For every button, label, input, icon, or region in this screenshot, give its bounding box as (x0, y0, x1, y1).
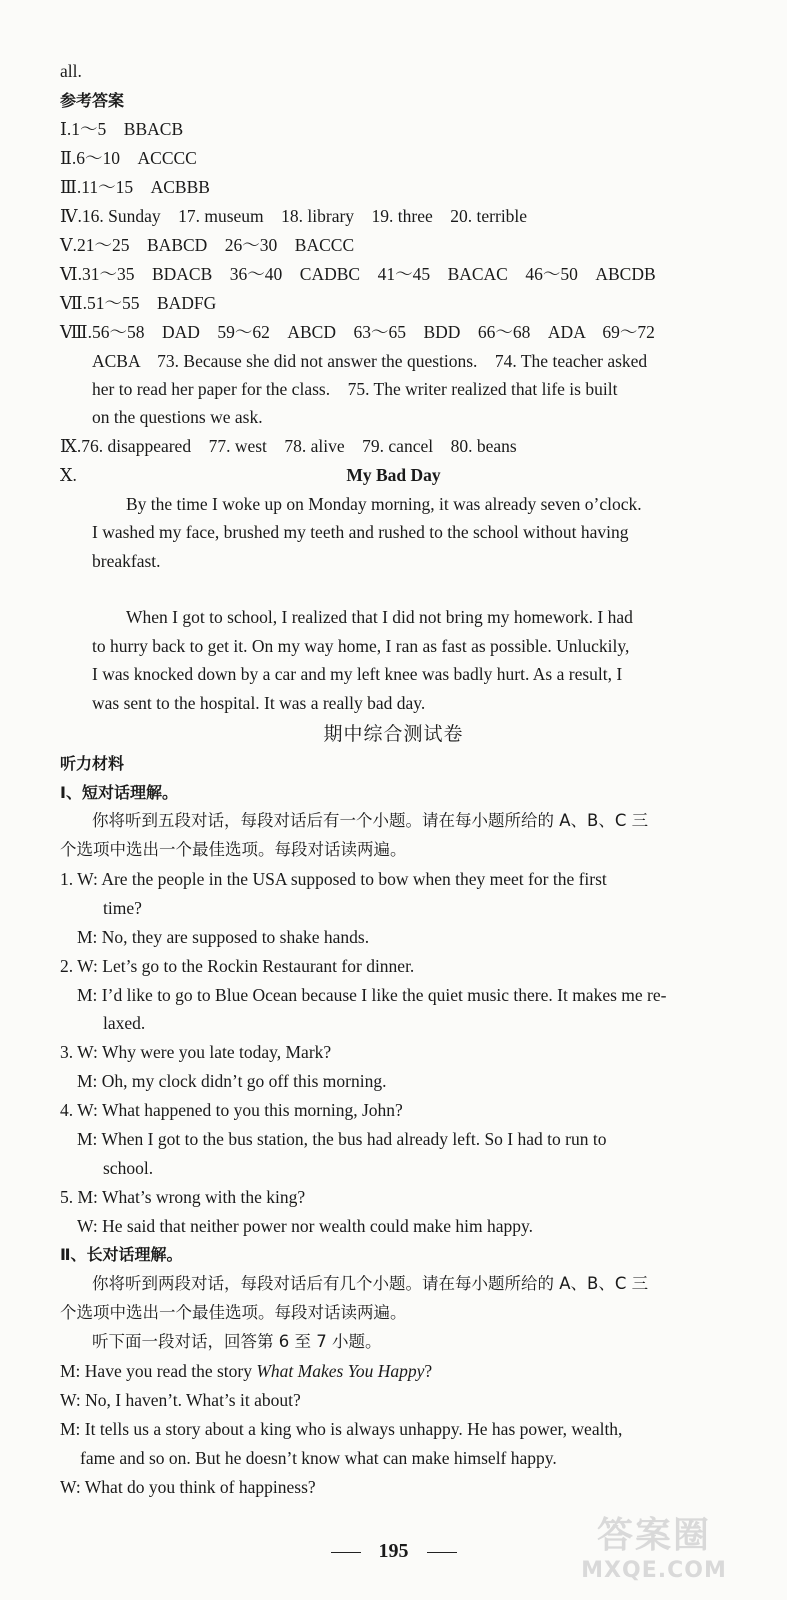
dialogue-line: M: I’d like to go to Blue Ocean because I like the quiet music there. It makes me re- (77, 985, 667, 1005)
essay-line: breakfast. (92, 551, 161, 571)
section-heading: 参考答案 (60, 91, 125, 110)
dialogue-line: 5. M: What’s wrong with the king? (60, 1187, 306, 1207)
watermark-logo-text: 答案圈 (596, 1515, 711, 1556)
answer-line: her to read her paper for the class. 75. The writer realized that life is built (92, 379, 618, 399)
answer-line: ACBA 73. Because she did not answer the questions. 74. The teacher asked (92, 351, 648, 371)
answer-line: on the questions we ask. (92, 407, 263, 427)
dialogue-line (60, 1360, 432, 1382)
answer-line: Ⅶ.51～55 BADFG (60, 293, 217, 313)
essay-line: I was knocked down by a car and my left knee was badly hurt. As a result, I (92, 664, 623, 684)
answer-line: Ⅱ.6～10 ACCCC (60, 148, 197, 168)
dialogue-line: M: No, they are supposed to shake hands. (77, 927, 370, 947)
dialogue-line: W: He said that neither power nor wealth could make him happy. (77, 1216, 533, 1236)
answer-line: Ⅰ.1～5 BBACB (60, 119, 184, 139)
answer-line: Ⅸ.76. disappeared 77. west 78. alive 79. cancel 80. beans (60, 436, 517, 456)
answer-line: Ⅷ.56～58 DAD 59～62 ABCD 63～65 BDD 66～68 ADA 69～72 (60, 322, 655, 342)
section-heading: 听力材料 (60, 754, 125, 773)
divider (427, 1552, 457, 1553)
dialogue-line: 1. W: Are the people in the USA supposed to bow when they meet for the first (60, 869, 607, 889)
dialogue-line: M: Oh, my clock didn’t go off this morning. (77, 1071, 387, 1091)
answer-line: Ⅹ. (60, 465, 77, 485)
dialogue-line: M: It tells us a story about a king who is always unhappy. He has power, wealth, (60, 1419, 623, 1439)
instruction-line: 个选项中选出一个最佳选项。每段对话读两遍。 (60, 1303, 407, 1322)
dialogue-line: 3. W: Why were you late today, Mark? (60, 1042, 332, 1062)
divider (331, 1552, 361, 1553)
instruction-line: 你将听到五段对话，每段对话后有一个小题。请在每小题所给的 A、B、C 三 (92, 811, 649, 830)
dialogue-line: school. (103, 1158, 154, 1178)
answer-line: Ⅳ.16. Sunday 17. museum 18. library 19. three 20. terrible (60, 206, 528, 226)
instruction-line: 听下面一段对话，回答第 6 至 7 小题。 (92, 1332, 382, 1351)
essay-line: was sent to the hospital. It was a really bad day. (92, 693, 426, 713)
essay-title: My Bad Day (346, 465, 441, 485)
dialogue-text: ? (424, 1361, 433, 1381)
watermark (539, 1514, 769, 1594)
section-heading: Ⅰ、短对话理解。 (60, 783, 178, 802)
essay-line: to hurry back to get it. On my way home, I ran as fast as possible. Unluckily, (92, 636, 630, 656)
text-line: all. (60, 61, 82, 81)
dialogue-line: 2. W: Let’s go to the Rockin Restaurant for dinner. (60, 956, 415, 976)
answer-line: Ⅲ.11～15 ACBBB (60, 177, 210, 197)
watermark-url: MXQE.COM (581, 1558, 727, 1583)
dialogue-line: M: When I got to the bus station, the bus had already left. So I had to run to (77, 1129, 607, 1149)
section-heading: Ⅱ、长对话理解。 (60, 1245, 183, 1264)
dialogue-line: fame and so on. But he doesn’t know what can make himself happy. (80, 1448, 557, 1468)
essay-line: By the time I woke up on Monday morning, it was already seven o’clock. (126, 494, 642, 514)
story-title: What Makes You Happy (256, 1361, 425, 1381)
essay-line: I washed my face, brushed my teeth and rushed to the school without having (92, 522, 629, 542)
page-number-text: 195 (378, 1540, 409, 1562)
answer-line: Ⅴ.21～25 BABCD 26～30 BACCC (60, 235, 355, 255)
dialogue-line: W: What do you think of happiness? (60, 1477, 316, 1497)
exam-title: 期中综合测试卷 (323, 723, 464, 745)
instruction-line: 你将听到两段对话，每段对话后有几个小题。请在每小题所给的 A、B、C 三 (92, 1274, 649, 1293)
dialogue-text: M: Have you read the story (60, 1361, 257, 1381)
dialogue-line: 4. W: What happened to you this morning, John? (60, 1100, 403, 1120)
instruction-line: 个选项中选出一个最佳选项。每段对话读两遍。 (60, 840, 407, 859)
dialogue-line: laxed. (103, 1013, 146, 1033)
dialogue-line: time? (103, 898, 142, 918)
answer-line: Ⅵ.31～35 BDACB 36～40 CADBC 41～45 BACAC 46～50 ABCDB (60, 264, 656, 284)
dialogue-line: W: No, I haven’t. What’s it about? (60, 1390, 301, 1410)
essay-line: When I got to school, I realized that I did not bring my homework. I had (126, 607, 633, 627)
